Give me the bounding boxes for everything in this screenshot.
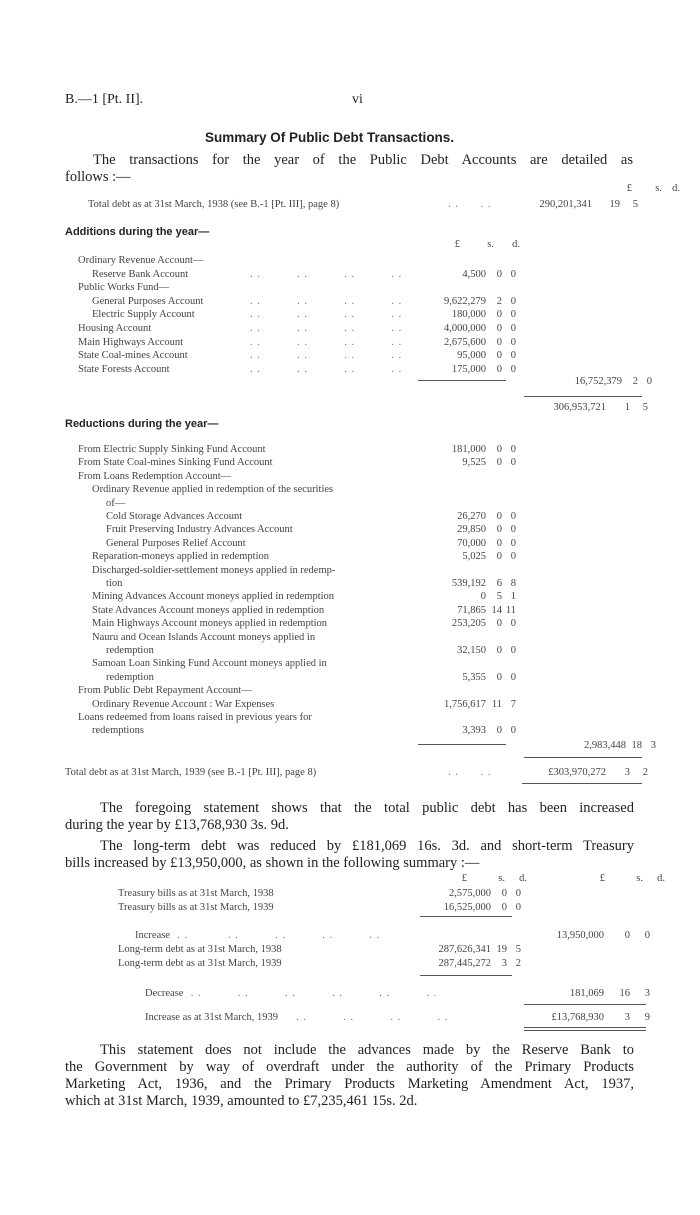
- increase-amount: 13,950,000 0 0: [556, 930, 650, 941]
- row-label: Electric Supply Account: [92, 309, 195, 321]
- row-amount: 95,000 0 0: [457, 350, 516, 362]
- rule: [418, 380, 506, 381]
- increase-label: Increase . . . . . . . . . .: [135, 930, 381, 941]
- rule: [420, 916, 512, 917]
- reductions-total: 2,983,448 18 3: [584, 740, 656, 751]
- net-increase-amount: £13,768,930 3 9: [551, 1012, 650, 1023]
- row-amount: 0 5 1: [480, 591, 516, 603]
- row-label: Ordinary Revenue Account—: [78, 255, 204, 266]
- leader-dots: . . . . . . . .: [250, 323, 403, 334]
- opening-balance-amount: 290,201,341 19 5: [539, 199, 638, 210]
- additions-total: 16,752,379 2 0: [574, 376, 652, 387]
- row-amount: 5,025 0 0: [462, 551, 516, 563]
- page-number: vi: [352, 92, 363, 107]
- leader-dots: . . . . . . . .: [250, 309, 403, 321]
- row-amount: 287,445,272 3 2: [438, 957, 521, 969]
- row-amount: 9,622,279 2 0: [444, 295, 516, 307]
- reductions-heading: Reductions during the year—: [65, 418, 219, 430]
- leader-dots: . . . .: [448, 199, 492, 210]
- row-label: From Electric Supply Sinking Fund Account: [78, 444, 266, 455]
- rule: [524, 396, 642, 397]
- row-amount: 4,000,000 0 0: [444, 323, 516, 334]
- row-label: Housing Account: [78, 323, 152, 334]
- row-amount: 9,525 0 0: [462, 457, 516, 469]
- row-amount: 175,000 0 0: [451, 363, 516, 375]
- leader-dots: . . . . . . . .: [250, 350, 403, 362]
- row-amount: 32,150 0 0: [457, 645, 516, 656]
- row-label: Treasury bills as at 31st March, 1939: [118, 901, 274, 913]
- row-label: Ordinary Revenue applied in redemption of the securities: [92, 484, 334, 496]
- row-amount: 181,000 0 0: [451, 444, 516, 455]
- row-label: redemptions: [92, 725, 144, 737]
- row-label: Samoan Loan Sinking Fund Account moneys applied in: [92, 658, 327, 670]
- intro-line-2: follows :—: [65, 169, 131, 185]
- rule: [418, 744, 506, 745]
- rule: [420, 975, 512, 976]
- row-amount: 70,000 0 0: [457, 537, 516, 549]
- row-amount: 4,500 0 0: [462, 268, 516, 280]
- rule: [524, 1004, 646, 1005]
- leader-dots: . . . . . . . .: [250, 295, 403, 307]
- paragraph-3-line-3: Marketing Act, 1936, and the Primary Products Marketing Amendment Act, 1937,: [65, 1076, 634, 1092]
- row-label: From Loans Redemption Account—: [78, 470, 232, 482]
- row-amount: 539,192 6 8: [451, 578, 516, 589]
- row-label: tion: [106, 578, 123, 589]
- summary-column-headers: £ s. d. £ s. d.: [461, 873, 665, 884]
- row-amount: 287,626,341 19 5: [438, 944, 521, 955]
- row-amount: 29,850 0 0: [457, 524, 516, 536]
- row-label: General Purposes Account: [92, 295, 204, 307]
- top-column-headers: £ s. d.: [626, 183, 680, 194]
- additions-heading: Additions during the year—: [65, 226, 210, 238]
- paragraph-1-line-1: The foregoing statement shows that the total public debt has been increased: [100, 800, 634, 816]
- row-label: Nauru and Ocean Islands Account moneys applied in: [92, 631, 316, 643]
- row-label: General Purposes Relief Account: [106, 537, 246, 549]
- paragraph-2-line-2: bills increased by £13,950,000, as shown in the following summary :—: [65, 855, 480, 871]
- row-label: Long-term debt as at 31st March, 1938: [118, 944, 282, 955]
- paragraph-1-line-2: during the year by £13,768,930 3s. 9d.: [65, 817, 289, 833]
- additions-column-headers: £ s. d.: [454, 239, 520, 250]
- leader-dots: . . . . . . . .: [250, 336, 403, 348]
- paragraph-2-line-1: The long-term debt was reduced by £181,069 16s. 3d. and short-term Treasury: [100, 838, 634, 854]
- leader-dots: . . . . . . . .: [250, 363, 403, 375]
- row-label: Ordinary Revenue Account : War Expenses: [92, 698, 275, 710]
- page-title: Summary Of Public Debt Transactions.: [205, 130, 455, 145]
- row-label: Main Highways Account moneys applied in redemption: [92, 618, 328, 630]
- row-label: Public Works Fund—: [78, 282, 170, 294]
- decrease-amount: 181,069 16 3: [569, 988, 650, 999]
- row-label: State Forests Account: [78, 363, 170, 375]
- opening-balance-label: Total debt as at 31st March, 1938 (see B.-1 [Pt. III], page 8): [88, 199, 340, 210]
- row-label: Mining Advances Account moneys applied in redemption: [92, 591, 335, 603]
- decrease-label: Decrease . . . . . . . . . . . .: [145, 988, 438, 999]
- paragraph-3-line-4: which at 31st March, 1939, amounted to £7,235,461 15s. 2d.: [65, 1093, 418, 1109]
- row-label: State Coal-mines Account: [78, 350, 188, 362]
- row-label: of—: [106, 497, 126, 509]
- row-label: Loans redeemed from loans raised in previous years for: [78, 712, 312, 723]
- document-reference: B.—1 [Pt. II].: [65, 92, 144, 107]
- row-label: Treasury bills as at 31st March, 1938: [118, 888, 274, 899]
- row-amount: 180,000 0 0: [451, 309, 516, 321]
- row-amount: 253,205 0 0: [451, 618, 516, 630]
- running-total: 306,953,721 1 5: [553, 402, 648, 413]
- net-increase-label: Increase as at 31st March, 1939 . . . . . . . .: [145, 1012, 449, 1023]
- row-amount: 16,525,000 0 0: [443, 901, 521, 913]
- rule: [522, 783, 642, 784]
- row-label: Reserve Bank Account: [92, 268, 189, 280]
- rule: [524, 1030, 646, 1031]
- row-amount: 2,675,600 0 0: [444, 336, 516, 348]
- rule: [524, 757, 642, 758]
- paragraph-3-line-1: This statement does not include the advances made by the Reserve Bank to: [100, 1042, 634, 1058]
- paragraph-3-line-2: the Government by way of overdraft under the authority of the Primary Products: [65, 1059, 634, 1075]
- row-amount: 1,756,617 11 7: [444, 698, 516, 710]
- row-label: Fruit Preserving Industry Advances Account: [106, 524, 293, 536]
- row-label: From Public Debt Repayment Account—: [78, 685, 252, 697]
- row-amount: 2,575,000 0 0: [449, 888, 521, 899]
- row-label: Main Highways Account: [78, 336, 183, 348]
- leader-dots: . . . .: [448, 767, 492, 778]
- row-amount: 71,865 14 11: [457, 604, 516, 616]
- leader-dots: . . . . . . . .: [250, 268, 403, 280]
- row-label: Reparation-moneys applied in redemption: [92, 551, 269, 563]
- closing-balance-label: Total debt as at 31st March, 1939 (see B.-1 [Pt. III], page 8): [65, 767, 317, 778]
- row-label: Cold Storage Advances Account: [106, 511, 243, 522]
- row-label: Discharged-soldier-settlement moneys applied in redemp-: [92, 564, 336, 576]
- intro-line-1: The transactions for the year of the Public Debt Accounts are detailed as: [93, 152, 633, 168]
- rule: [524, 1027, 646, 1028]
- row-label: redemption: [106, 671, 154, 683]
- row-amount: 26,270 0 0: [457, 511, 516, 522]
- row-label: From State Coal-mines Sinking Fund Account: [78, 457, 273, 469]
- closing-balance-amount: £303,970,272 3 2: [548, 767, 648, 778]
- row-label: State Advances Account moneys applied in redemption: [92, 604, 325, 616]
- row-label: redemption: [106, 645, 154, 656]
- row-amount: 3,393 0 0: [462, 725, 516, 737]
- row-amount: 5,355 0 0: [462, 671, 516, 683]
- row-label: Long-term debt as at 31st March, 1939: [118, 957, 282, 969]
